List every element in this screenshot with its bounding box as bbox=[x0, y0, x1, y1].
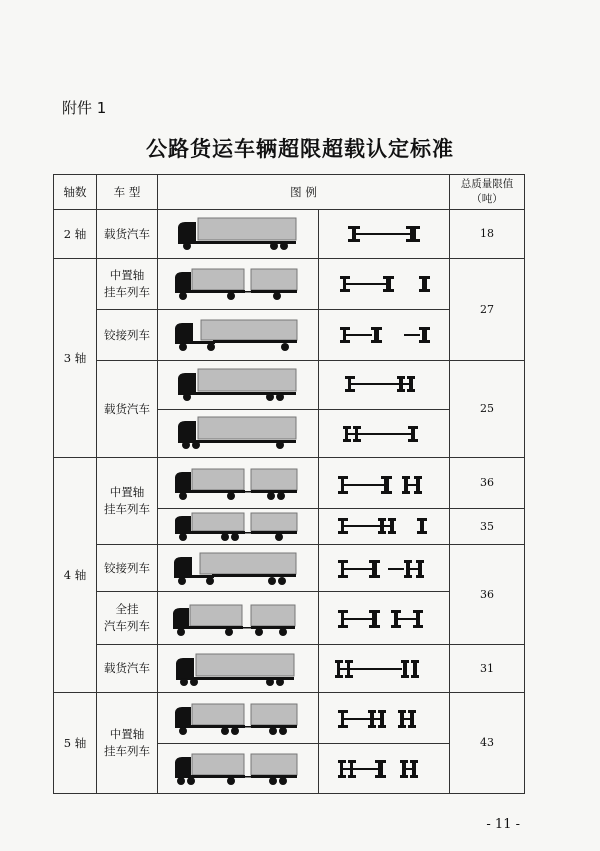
axle-diagram-icon bbox=[336, 558, 432, 580]
rigid-truck-image bbox=[176, 366, 300, 402]
center-axle-trailer-image bbox=[173, 465, 299, 501]
weight-limit: 18 bbox=[449, 209, 525, 259]
axle-count-2: 2 轴 bbox=[53, 209, 97, 259]
center-axle-trailer-image bbox=[173, 750, 299, 786]
weight-limit: 43 bbox=[449, 692, 525, 794]
weight-limit: 25 bbox=[449, 360, 525, 458]
weight-limit: 36 bbox=[449, 544, 525, 645]
axle-diagram-icon bbox=[338, 274, 434, 294]
articulated-truck-image bbox=[172, 550, 298, 586]
weight-limit: 36 bbox=[449, 457, 525, 509]
header-axles: 轴数 bbox=[53, 174, 97, 210]
axle-diagram-icon bbox=[338, 325, 434, 345]
vehicle-type-cell: 中置轴 挂车列车 bbox=[96, 692, 158, 794]
header-vehicle-type: 车 型 bbox=[96, 174, 158, 210]
vehicle-type-cell: 铰接列车 bbox=[96, 309, 158, 361]
axle-diagram-icon bbox=[346, 224, 422, 244]
document-title: 公路货运车辆超限超载认定标准 bbox=[146, 136, 454, 161]
header-weight-limit: 总质量限值 （吨） bbox=[449, 174, 525, 210]
rigid-truck-image bbox=[174, 651, 298, 687]
vehicle-type-cell: 载货汽车 bbox=[96, 360, 158, 458]
axle-diagram-icon bbox=[336, 516, 432, 536]
page-number: - 11 - bbox=[486, 817, 520, 832]
vehicle-type-cell: 载货汽车 bbox=[96, 644, 158, 693]
articulated-truck-image bbox=[173, 316, 299, 352]
axle-count-3: 3 轴 bbox=[53, 258, 97, 458]
weight-limit: 35 bbox=[449, 508, 525, 545]
axle-diagram-icon bbox=[336, 608, 432, 630]
axle-count-4: 4 轴 bbox=[53, 457, 97, 693]
annex-label: 附件 1 bbox=[62, 99, 107, 117]
axle-diagram-icon bbox=[336, 474, 432, 496]
weight-limit: 27 bbox=[449, 258, 525, 361]
header-diagram: 图 例 bbox=[157, 174, 450, 210]
weight-limit: 31 bbox=[449, 644, 525, 693]
vehicle-type-cell: 全挂 汽车列车 bbox=[96, 591, 158, 645]
vehicle-type-cell: 铰接列车 bbox=[96, 544, 158, 592]
axle-diagram-icon bbox=[341, 424, 423, 444]
axle-diagram-icon bbox=[336, 758, 432, 780]
center-axle-trailer-image bbox=[173, 700, 299, 736]
rigid-truck-image bbox=[176, 215, 300, 251]
axle-diagram-icon bbox=[333, 658, 425, 680]
axle-count-5: 5 轴 bbox=[53, 692, 97, 794]
vehicle-type-cell: 中置轴 挂车列车 bbox=[96, 457, 158, 545]
center-axle-trailer-image bbox=[173, 265, 299, 301]
vehicle-type-cell: 载货汽车 bbox=[96, 209, 158, 259]
axle-diagram-icon bbox=[343, 374, 423, 394]
full-trailer-image bbox=[171, 601, 297, 637]
axle-diagram-icon bbox=[336, 708, 432, 730]
center-axle-trailer-image bbox=[173, 510, 299, 542]
vehicle-type-cell: 中置轴 挂车列车 bbox=[96, 258, 158, 310]
rigid-truck-image bbox=[176, 414, 300, 450]
